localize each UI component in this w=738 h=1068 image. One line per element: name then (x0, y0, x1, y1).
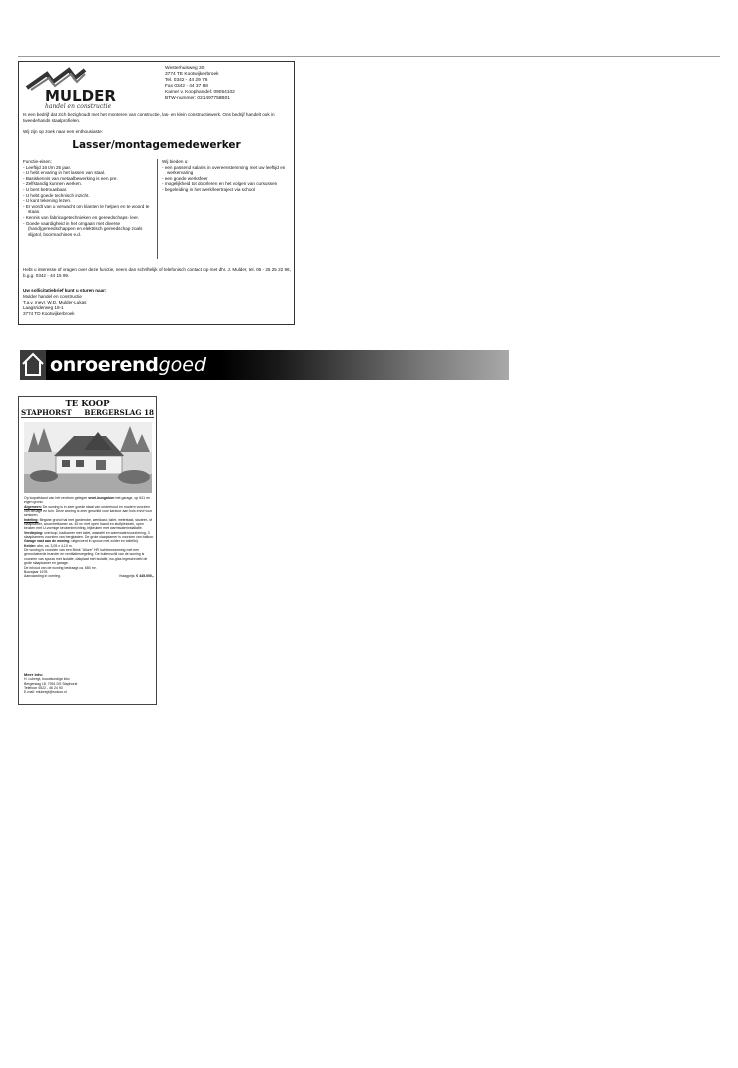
info-line: Bergerslag 18, 7951 DS Staphorst (24, 681, 78, 686)
contact-line: BTW-nummer: 021497758B01 (165, 96, 230, 101)
offer-item: - mogelijkheid tot doorleren en het volgen van cursussen (162, 181, 292, 187)
contact-line: 3774 TE Kootwijkerbroek (165, 72, 219, 77)
requirement-item: - U bent betrouwbaar. (23, 187, 155, 193)
address-line: Mulder handel en constructie (23, 294, 82, 299)
description-paragraph: Bouwjaar 1978. (24, 569, 49, 574)
banner-word-2: goed (158, 354, 207, 376)
mulder-logo-name: MULDER (45, 87, 116, 105)
requirement-item: - Goede vaardigheid in het omgaan met diverse (hand)gereedschappen en elektrisch gereedschap zoals slijptol, boormachines e.d. (23, 221, 155, 238)
asking-price: Vraagprijs: € 445.000,- (118, 574, 154, 579)
info-line: E-mail: mlubregt@solcon.nl (24, 690, 67, 695)
contact-line: Westerhuisweg 30 (165, 66, 205, 71)
description-paragraph: Kelder: afm. ca. 3,05 x 4,10 m. (24, 543, 73, 548)
property-street: BERGERSLAG 18 (84, 408, 154, 417)
property-advert (18, 396, 157, 705)
requirements-heading: Functie-eisen: (23, 159, 52, 164)
offers-list (162, 165, 292, 193)
house-icon (20, 350, 46, 380)
job-title: Lasser/montagemedewerker (72, 139, 241, 151)
application-heading: Uw sollicitatiebrief kunt u sturen naar: (23, 288, 107, 293)
top-rule (18, 56, 720, 57)
description-paragraph: Verdieping: overloop, badkamer met toilet, wastafel en warmwatervoorziening, 3 slaapkamers voorzien van bergkasten. De grote slaapkamer is voorzien van balkon. (24, 530, 154, 540)
requirement-item: - Leeftijd 16 t/m 25 jaar. (23, 165, 155, 171)
offers-heading: Wij bieden u: (162, 159, 189, 164)
price-row (24, 574, 154, 578)
seeking-line: Wij zijn op zoek naar een enthousiaste: (23, 129, 103, 134)
address-line: Laagsriderweg 18-1 (23, 305, 64, 311)
address-line: T.a.v. mevr. W.D. Mulder-Lukas (23, 299, 87, 305)
property-address (21, 408, 154, 417)
job-advert (18, 61, 295, 325)
info-line: Telefoon 0522 - 46 24 93 (24, 686, 63, 691)
info-line: H. Lubregt, bouwkundige kbo (24, 677, 70, 682)
requirement-item: - Kennis van fabricagetechnieken en gereedschaps- leer. (23, 215, 155, 221)
contact-line: Kamer v. Koophandel: 09054102 (165, 90, 235, 95)
contact-invitation: Hebt u interesse of vragen over deze functie, neem dan schriftelijk of telefonisch contact op met dhr. J. Mulder, tel. 06 - 25 25 22 96, b.g.g. 0342 - 44 15 99. (23, 267, 291, 278)
offer-item: - begeleiding in het werk/leertraject via school (162, 187, 292, 193)
mulder-logo-tagline: handel en constructie (45, 103, 112, 110)
column-divider (157, 159, 158, 259)
requirements-column (23, 159, 155, 237)
for-sale-heading: TE KOOP (65, 399, 110, 409)
requirement-item: - Zelfstandig kunnen werken. (23, 181, 155, 187)
more-info-heading: Meer info: (24, 672, 44, 677)
offers-column (162, 159, 292, 193)
property-town: STAPHORST (21, 408, 72, 417)
company-intro: Is een bedrijf dat zich bezighoudt met het monteren van constructie, las- en klein constructiewerk. Ons bedrijf handelt ook in tweedehands staalprofielen. (23, 112, 275, 123)
heading-rule (21, 417, 154, 418)
property-description (24, 496, 154, 579)
requirement-item: - Basiskennis van metaalbewerking is een pre. (23, 176, 155, 182)
description-paragraph: Garage vast aan de woning: uitgevoerd in spouw met zolder en toilet/bij. (24, 539, 139, 544)
requirement-item: - U hebt ervaring in het lassen van staal. (23, 170, 155, 176)
description-lead: Op loopafstand van het centrum gelegen semi-bungalow met garage, op 641 m² eigen grond. (24, 496, 151, 505)
section-banner (20, 350, 509, 380)
contact-line: Fax 0342 - 44 37 88 (165, 84, 208, 89)
description-paragraph: Algemeen: De woning is in zeer goede staat van onderhoud en modern voorzien van beuage en tuin. Deze woning is zeer geschikt voor kantoor aan huis en/of voor senioren. (24, 504, 153, 518)
requirement-item: - Er wordt van u verwacht om klanten te helpen en te woord te staan. (23, 204, 155, 215)
mulder-logo (23, 66, 161, 110)
requirement-item: - U hebt goede technisch inzicht. (23, 193, 155, 199)
property-photo (24, 422, 152, 493)
description-paragraph: Indeling: Begane grond hal met garderobe, werkkast, toilet, meterkast, studeer- of slaapkamer, woon/eetkamer ca. 45 m² met open haard en stuifpleidoek, open keuken met U-vormige keukeninrichting, bijkeuken met warmwaterinstallatie. (24, 517, 153, 531)
description-paragraph: De woning is voorzien van een Brink "Allure" HR luchtverwarming met een gemoduleerde brander en ventilatiesregeling. De buitenschil van de woning is voorzien van spouw met isolatie, dakplaat met isolatie, iso-glas ingeschroefd de grote slaapkamer en garage. (24, 548, 148, 566)
application-address (23, 294, 86, 316)
offer-item: - een passend salaris in overeenstemming met uw leeftijd en werkervaring (162, 165, 292, 176)
description-paragraph: De inhoud van de woning bedraagt ca. 684 m³. (24, 565, 97, 570)
offer-item: - een goede werksfeer (162, 176, 292, 182)
requirement-item: - U kunt tekening lezen. (23, 198, 155, 204)
acceptance-note: Aanvaarding in overleg. (24, 574, 61, 579)
more-info (24, 673, 154, 695)
banner-word-1: onroerend (50, 354, 159, 376)
contact-line: Tel. 0342 - 44 29 76 (165, 78, 208, 83)
banner-title (50, 352, 206, 378)
requirements-list (23, 165, 155, 238)
company-contact (165, 66, 293, 102)
address-line: 3774 TD Kootwijkerbroek (23, 310, 75, 316)
